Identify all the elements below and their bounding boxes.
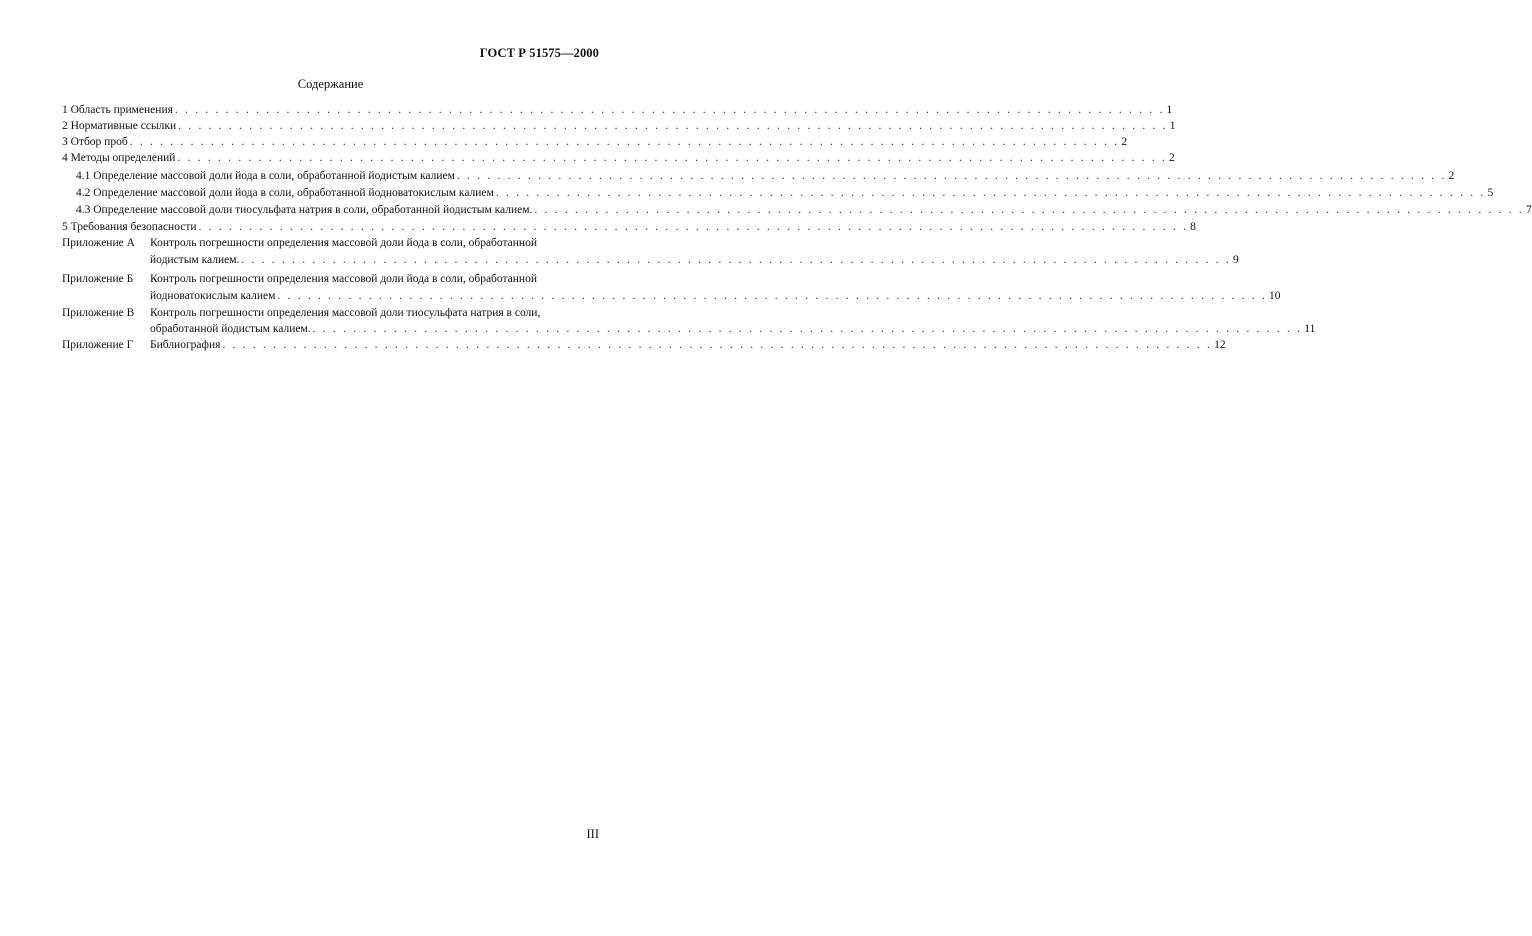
toc-entry-page: 2 <box>1121 136 1128 148</box>
toc-entry-label: 3 Отбор проб <box>62 136 128 148</box>
toc-entry-safety[interactable] <box>62 219 1196 235</box>
toc-entry-sampling[interactable] <box>62 134 1128 150</box>
appendix-name: Приложение Г <box>62 339 134 351</box>
toc-entry-page: 1 <box>1169 120 1176 132</box>
toc-entry-label: 5 Требования безопасности <box>62 221 197 233</box>
leader-dots: . . . . . . . . . . . . . . . . . . . . . . . . . . . . . . . . . . . . . . . . . . . . . . . . . . . . . . . . . . . . . . . . . . . . . . . . . . . . . . . . . . . . . . . . . . . . . . . . . . <box>456 170 1447 182</box>
appendix-name: Приложение А <box>62 237 135 249</box>
toc-entry-label: 4 Методы определений <box>62 152 176 164</box>
document-code: ГОСТ Р 51575—2000 <box>479 46 599 60</box>
leader-dots: . . . . . . . . . . . . . . . . . . . . . . . . . . . . . . . . . . . . . . . . . . . . . . . . . . . . . . . . . . . . . . . . . . . . . . . . . . . . . . . . . . . . . . . . . . . . . . . . . . <box>177 152 1168 164</box>
toc-entry-page: 5 <box>1487 187 1494 199</box>
toc-entry-label: 4.3 Определение массовой доли тиосульфата натрия в соли, обработанной йодистым калием. <box>76 204 533 216</box>
toc-entry-method-4-2[interactable] <box>76 185 1494 201</box>
appendix-line2: обработанной йодистым калием. . . . . . . . . . . . . . . . . . . . . . . . . . . . . . . . . . . . . . . . . . . . . . . . . . . . . . . . . . . . . . . . . . . . . . . . . . . . . . . . . . . . . . . . . . . . . . . . . . . 11 <box>150 323 1316 335</box>
toc-entry-label: 4.1 Определение массовой доли йода в соли, обработанной йодистым калием <box>76 170 455 182</box>
leader-dots: . . . . . . . . . . . . . . . . . . . . . . . . . . . . . . . . . . . . . . . . . . . . . . . . . . . . . . . . . . . . . . . . . . . . . . . . . . . . . . . . . . . . . . . . . . . . . . . . . . <box>534 204 1524 216</box>
toc-entry-normative-refs[interactable] <box>62 118 1176 134</box>
page-number: III <box>586 827 599 841</box>
toc-entry-method-4-3[interactable] <box>76 202 1532 218</box>
leader-dots: . . . . . . . . . . . . . . . . . . . . . . . . . . . . . . . . . . . . . . . . . . . . . . . . . . . . . . . . . . . . . . . . . . . . . . . . . . . . . . . . . . . . . . . . . . . . . . . . . . <box>178 120 1168 132</box>
appendix-line2: йодноватокислым калием . . . . . . . . . . . . . . . . . . . . . . . . . . . . . . . . . . . . . . . . . . . . . . . . . . . . . . . . . . . . . . . . . . . . . . . . . . . . . . . . . . . . . . . . . . . . . . . . . . 10 <box>150 290 1281 302</box>
toc-entry-page: 2 <box>1169 152 1175 164</box>
toc-entry-page: 8 <box>1190 221 1196 233</box>
leader-dots: . . . . . . . . . . . . . . . . . . . . . . . . . . . . . . . . . . . . . . . . . . . . . . . . . . . . . . . . . . . . . . . . . . . . . . . . . . . . . . . . . . . . . . . . . . . . . . . . . . <box>312 323 1303 335</box>
toc-entry-methods[interactable] <box>62 150 1175 166</box>
toc-entry-page: 2 <box>1448 170 1455 182</box>
appendix-line1: Библиография . . . . . . . . . . . . . . . . . . . . . . . . . . . . . . . . . . . . . . . . . . . . . . . . . . . . . . . . . . . . . . . . . . . . . . . . . . . . . . . . . . . . . . . . . . . . . . . . . . 12 <box>150 339 1226 351</box>
leader-dots: . . . . . . . . . . . . . . . . . . . . . . . . . . . . . . . . . . . . . . . . . . . . . . . . . . . . . . . . . . . . . . . . . . . . . . . . . . . . . . . . . . . . . . . . . . . . . . . . . . <box>222 339 1213 351</box>
appendix-line1: Контроль погрешности определения массовой доли йода в соли, обработанной <box>150 237 537 249</box>
appendix-name: Приложение В <box>62 307 135 319</box>
toc-entry-page: 10 <box>1269 290 1281 302</box>
toc-entry-page: 11 <box>1304 323 1316 335</box>
toc-entry-label: 2 Нормативные ссылки <box>62 120 177 132</box>
toc-entry-page: 7 <box>1526 204 1532 216</box>
appendix-name: Приложение Б <box>62 273 134 285</box>
leader-dots: . . . . . . . . . . . . . . . . . . . . . . . . . . . . . . . . . . . . . . . . . . . . . . . . . . . . . . . . . . . . . . . . . . . . . . . . . . . . . . . . . . . . . . . . . . . . . . . . . . <box>198 221 1189 233</box>
appendix-line1: Контроль погрешности определения массовой доли йода в соли, обработанной <box>150 273 537 285</box>
leader-dots: . . . . . . . . . . . . . . . . . . . . . . . . . . . . . . . . . . . . . . . . . . . . . . . . . . . . . . . . . . . . . . . . . . . . . . . . . . . . . . . . . . . . . . . . . . . . . . . . . . <box>277 290 1268 302</box>
toc-entry-label: 4.2 Определение массовой доли йода в соли, обработанной йодноватокислым калием <box>76 187 494 199</box>
toc-entry-scope[interactable] <box>62 102 1173 118</box>
appendix-line2: йодистым калием. . . . . . . . . . . . . . . . . . . . . . . . . . . . . . . . . . . . . . . . . . . . . . . . . . . . . . . . . . . . . . . . . . . . . . . . . . . . . . . . . . . . . . . . . . . . . . . . . . . 9 <box>150 254 1239 266</box>
leader-dots: . . . . . . . . . . . . . . . . . . . . . . . . . . . . . . . . . . . . . . . . . . . . . . . . . . . . . . . . . . . . . . . . . . . . . . . . . . . . . . . . . . . . . . . . . . . . . . . . . . <box>174 104 1165 116</box>
toc-entry-page: 12 <box>1214 339 1226 351</box>
toc-entry-page: 1 <box>1166 104 1173 116</box>
toc-entry-label: 1 Область применения <box>62 104 173 116</box>
toc-title: Содержание <box>297 77 364 91</box>
leader-dots: . . . . . . . . . . . . . . . . . . . . . . . . . . . . . . . . . . . . . . . . . . . . . . . . . . . . . . . . . . . . . . . . . . . . . . . . . . . . . . . . . . . . . . . . . . . . . . . . . . <box>129 136 1120 148</box>
toc-entry-page: 9 <box>1232 254 1239 266</box>
appendix-line1: Контроль погрешности определения массовой доли тиосульфата натрия в соли, <box>150 307 541 319</box>
leader-dots: . . . . . . . . . . . . . . . . . . . . . . . . . . . . . . . . . . . . . . . . . . . . . . . . . . . . . . . . . . . . . . . . . . . . . . . . . . . . . . . . . . . . . . . . . . . . . . . . . . <box>241 254 1231 266</box>
leader-dots: . . . . . . . . . . . . . . . . . . . . . . . . . . . . . . . . . . . . . . . . . . . . . . . . . . . . . . . . . . . . . . . . . . . . . . . . . . . . . . . . . . . . . . . . . . . . . . . . . . <box>495 187 1486 199</box>
toc-entry-method-4-1[interactable] <box>76 168 1455 184</box>
